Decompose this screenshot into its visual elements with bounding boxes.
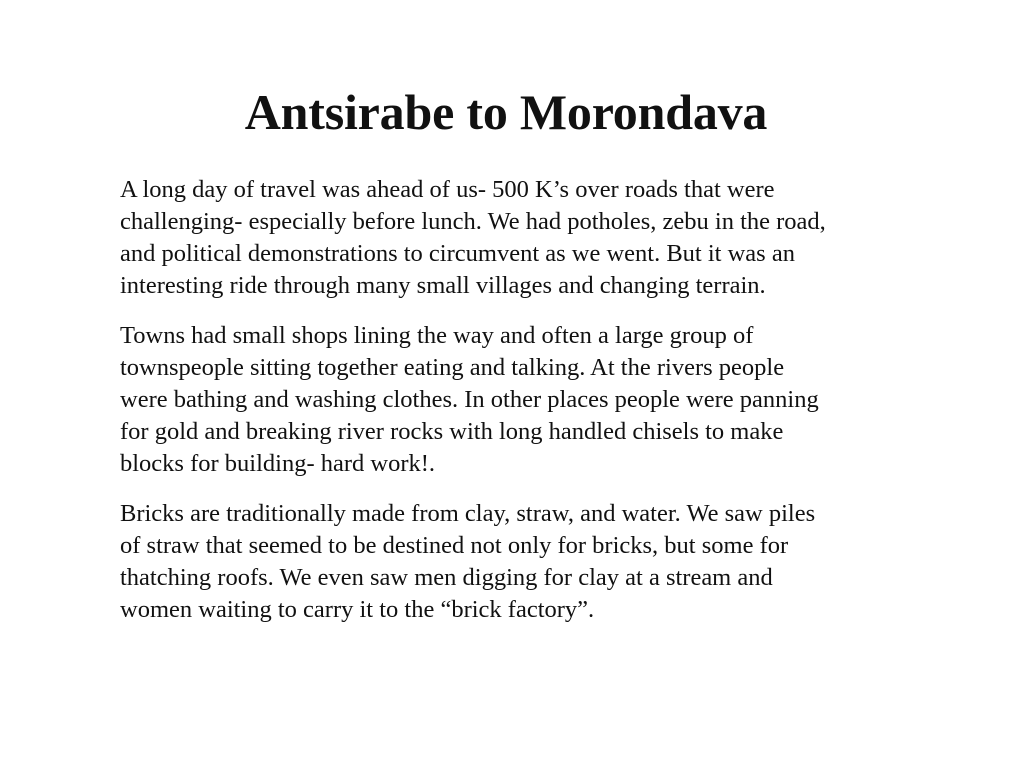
paragraph-line: blocks for building- hard work!. — [120, 450, 436, 477]
paragraph-line: and political demonstrations to circumvent as we went. But it was an — [120, 240, 795, 267]
paragraph-line: interesting ride through many small villages and changing terrain. — [120, 272, 766, 299]
paragraph-line: Towns had small shops lining the way and often a large group of — [120, 322, 754, 349]
paragraph-line: were bathing and washing clothes. In other places people were panning — [120, 386, 819, 413]
paragraph-line: challenging- especially before lunch. We had potholes, zebu in the road, — [120, 208, 826, 235]
paragraph-line: townspeople sitting together eating and talking. At the rivers people — [120, 354, 785, 381]
paragraph-line: women waiting to carry it to the “brick factory”. — [120, 596, 595, 623]
paragraph-line: Bricks are traditionally made from clay, straw, and water. We saw piles — [120, 500, 816, 527]
paragraph-line: of straw that seemed to be destined not only for bricks, but some for — [120, 532, 789, 559]
paragraph-line: thatching roofs. We even saw men digging for clay at a stream and — [120, 564, 773, 591]
paragraph-3 — [120, 498, 920, 626]
paragraph-line: for gold and breaking river rocks with long handled chisels to make — [120, 418, 784, 445]
paragraph-2 — [120, 320, 920, 480]
paragraph-1 — [120, 174, 920, 302]
paragraph-line: A long day of travel was ahead of us- 500 K’s over roads that were — [120, 176, 775, 203]
page-title: Antsirabe to Morondava — [244, 84, 768, 140]
